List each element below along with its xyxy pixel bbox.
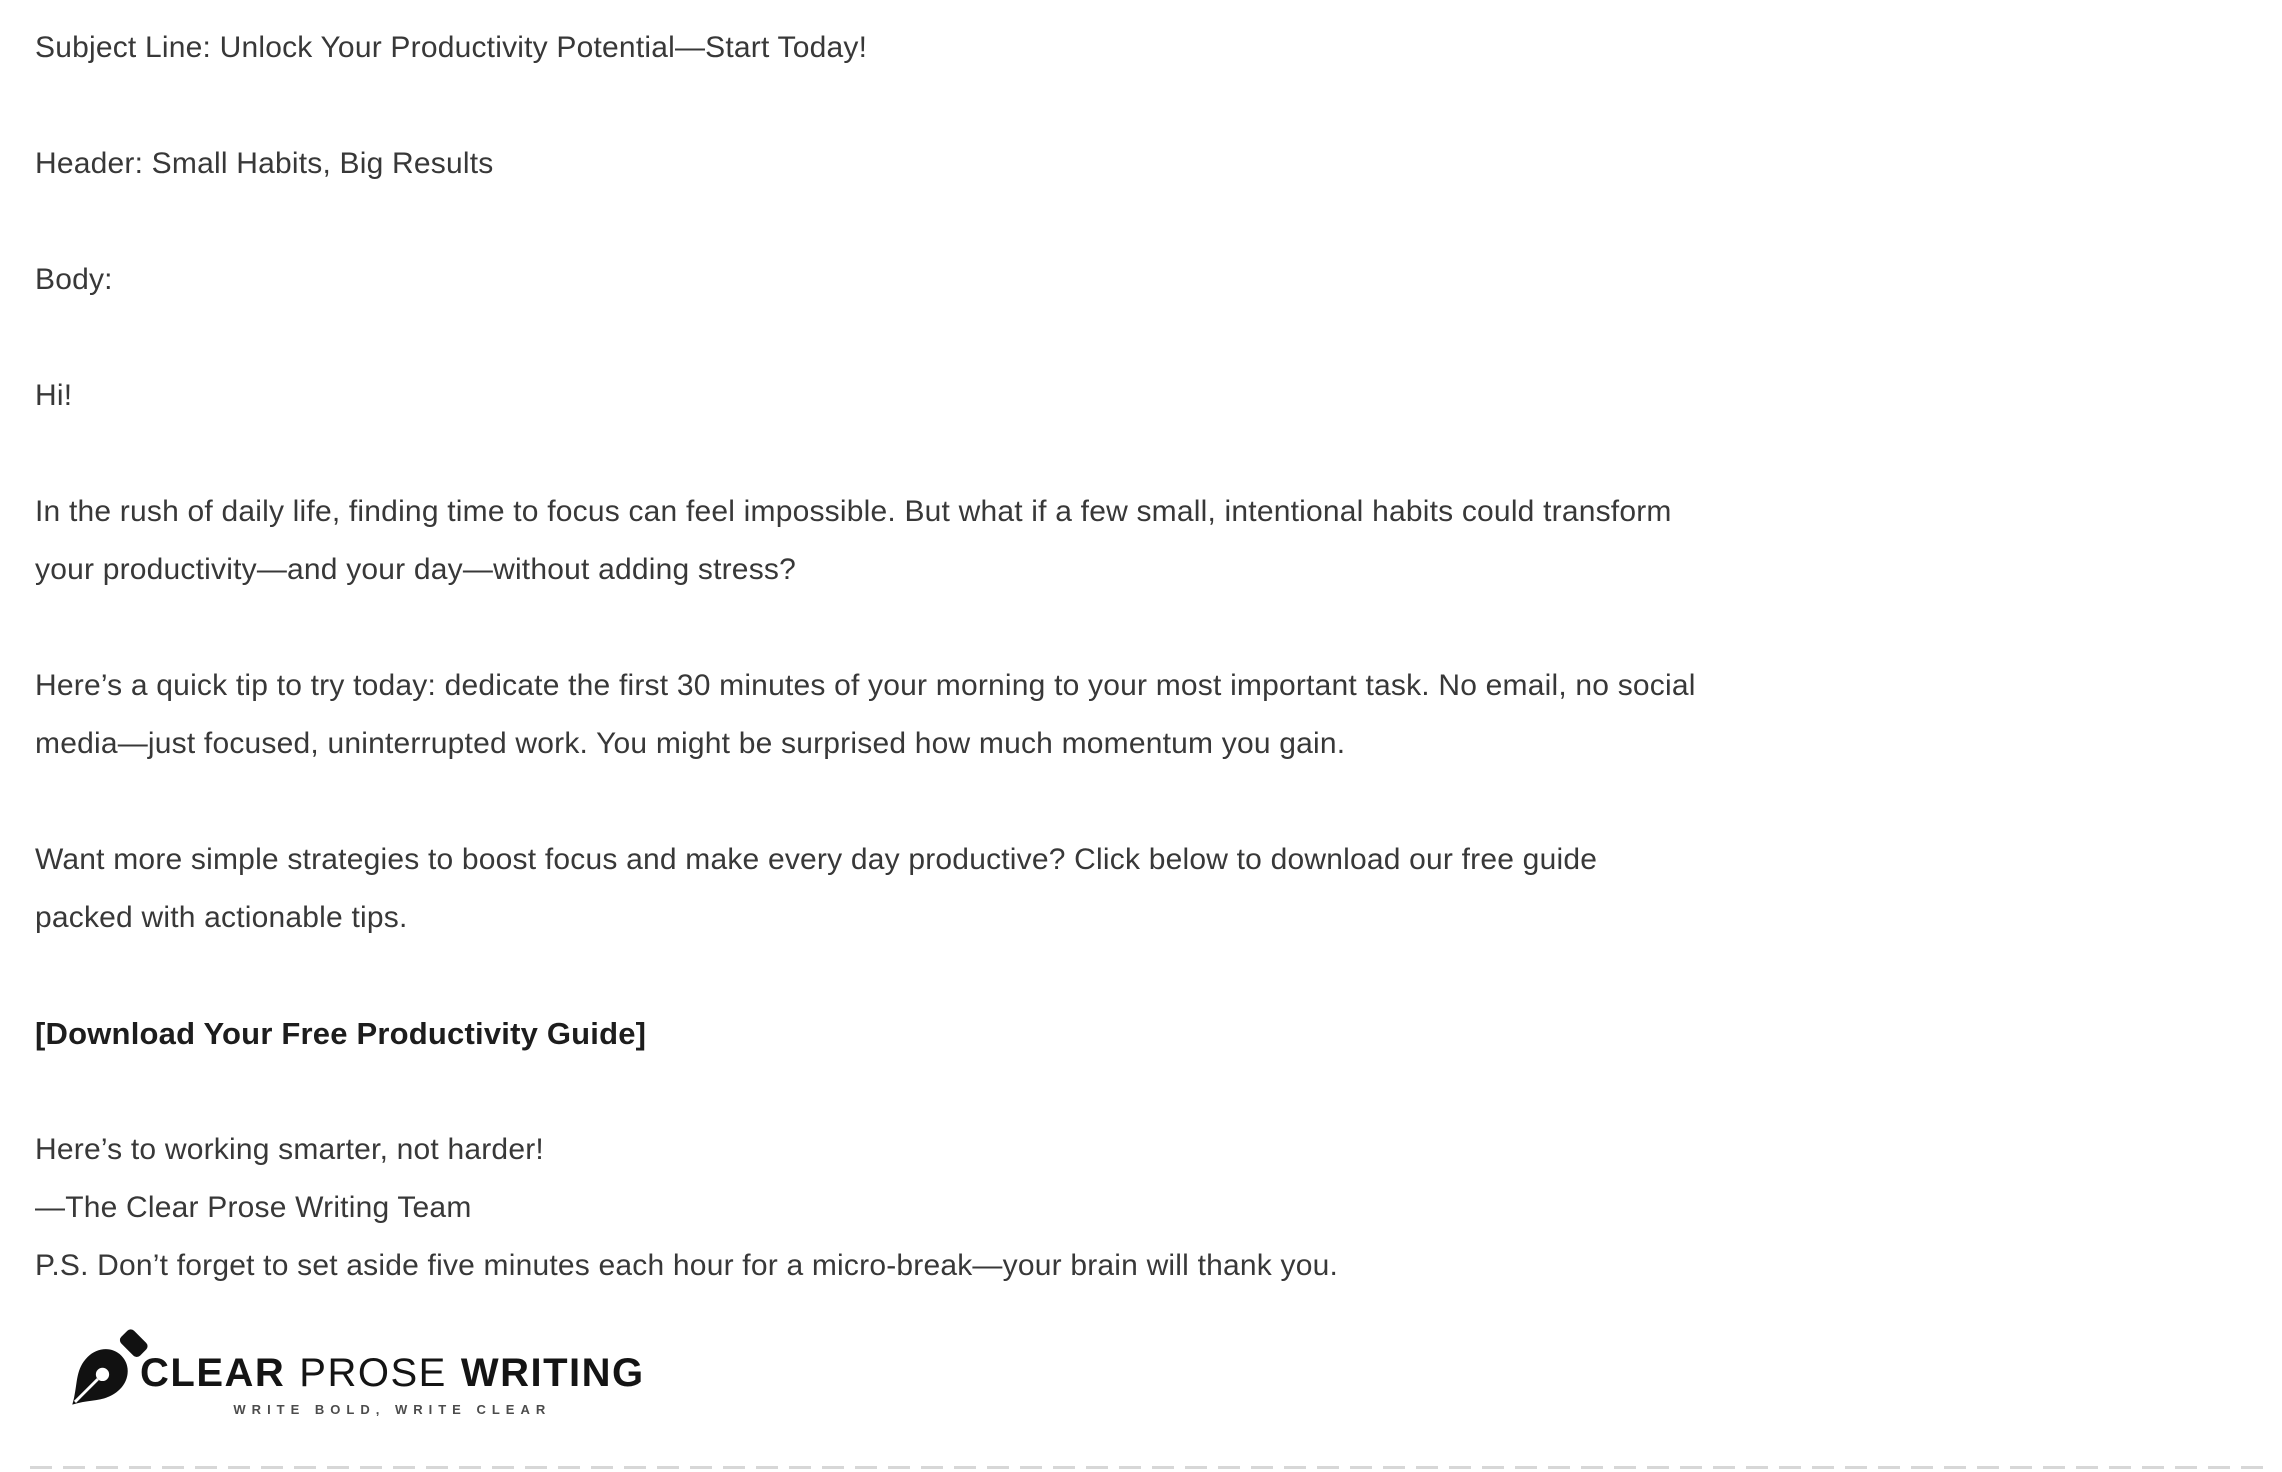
header-line: Header: Small Habits, Big Results	[35, 147, 494, 180]
paragraph-3	[35, 831, 2242, 947]
signature-block	[35, 1121, 2242, 1295]
paragraph-1-line-1: In the rush of daily life, finding time to focus can feel impossible. But what if a few small, intentional habits could transform	[35, 495, 1672, 528]
fountain-pen-nib-icon	[55, 1325, 150, 1420]
cta-placeholder-line: [Download Your Free Productivity Guide]	[35, 1016, 647, 1051]
brand-name	[140, 1351, 645, 1395]
paragraph-2-line-1: Here’s a quick tip to try today: dedicate the first 30 minutes of your morning to your most important task. No email, no social	[35, 669, 1696, 702]
page-break-dashed-line	[30, 1466, 2264, 1469]
signature-line-3: P.S. Don’t forget to set aside five minutes each hour for a micro-break—your brain will thank you.	[35, 1249, 1338, 1282]
brand-word-clear: CLEAR	[140, 1351, 286, 1395]
brand-text-column	[140, 1351, 645, 1417]
paragraph-1	[35, 483, 2242, 599]
brand-logo	[55, 1325, 2242, 1420]
paragraph-2	[35, 657, 2242, 773]
signature-line-2: —The Clear Prose Writing Team	[35, 1191, 472, 1224]
brand-tagline: WRITE BOLD, WRITE CLEAR	[233, 1402, 552, 1417]
paragraph-2-line-2: media—just focused, uninterrupted work. You might be surprised how much momentum you gain.	[35, 727, 1346, 760]
paragraph-3-line-1: Want more simple strategies to boost focus and make every day productive? Click below to download our free guide	[35, 843, 1598, 876]
brand-word-prose: PROSE	[299, 1351, 447, 1395]
greeting-line: Hi!	[35, 379, 73, 412]
body-label: Body:	[35, 263, 113, 296]
paragraph-3-line-2: packed with actionable tips.	[35, 901, 408, 934]
brand-word-writing: WRITING	[460, 1351, 645, 1395]
subject-line: Subject Line: Unlock Your Productivity Potential—Start Today!	[35, 31, 868, 64]
paragraph-1-line-2: your productivity—and your day—without adding stress?	[35, 553, 796, 586]
signature-line-1: Here’s to working smarter, not harder!	[35, 1133, 544, 1166]
